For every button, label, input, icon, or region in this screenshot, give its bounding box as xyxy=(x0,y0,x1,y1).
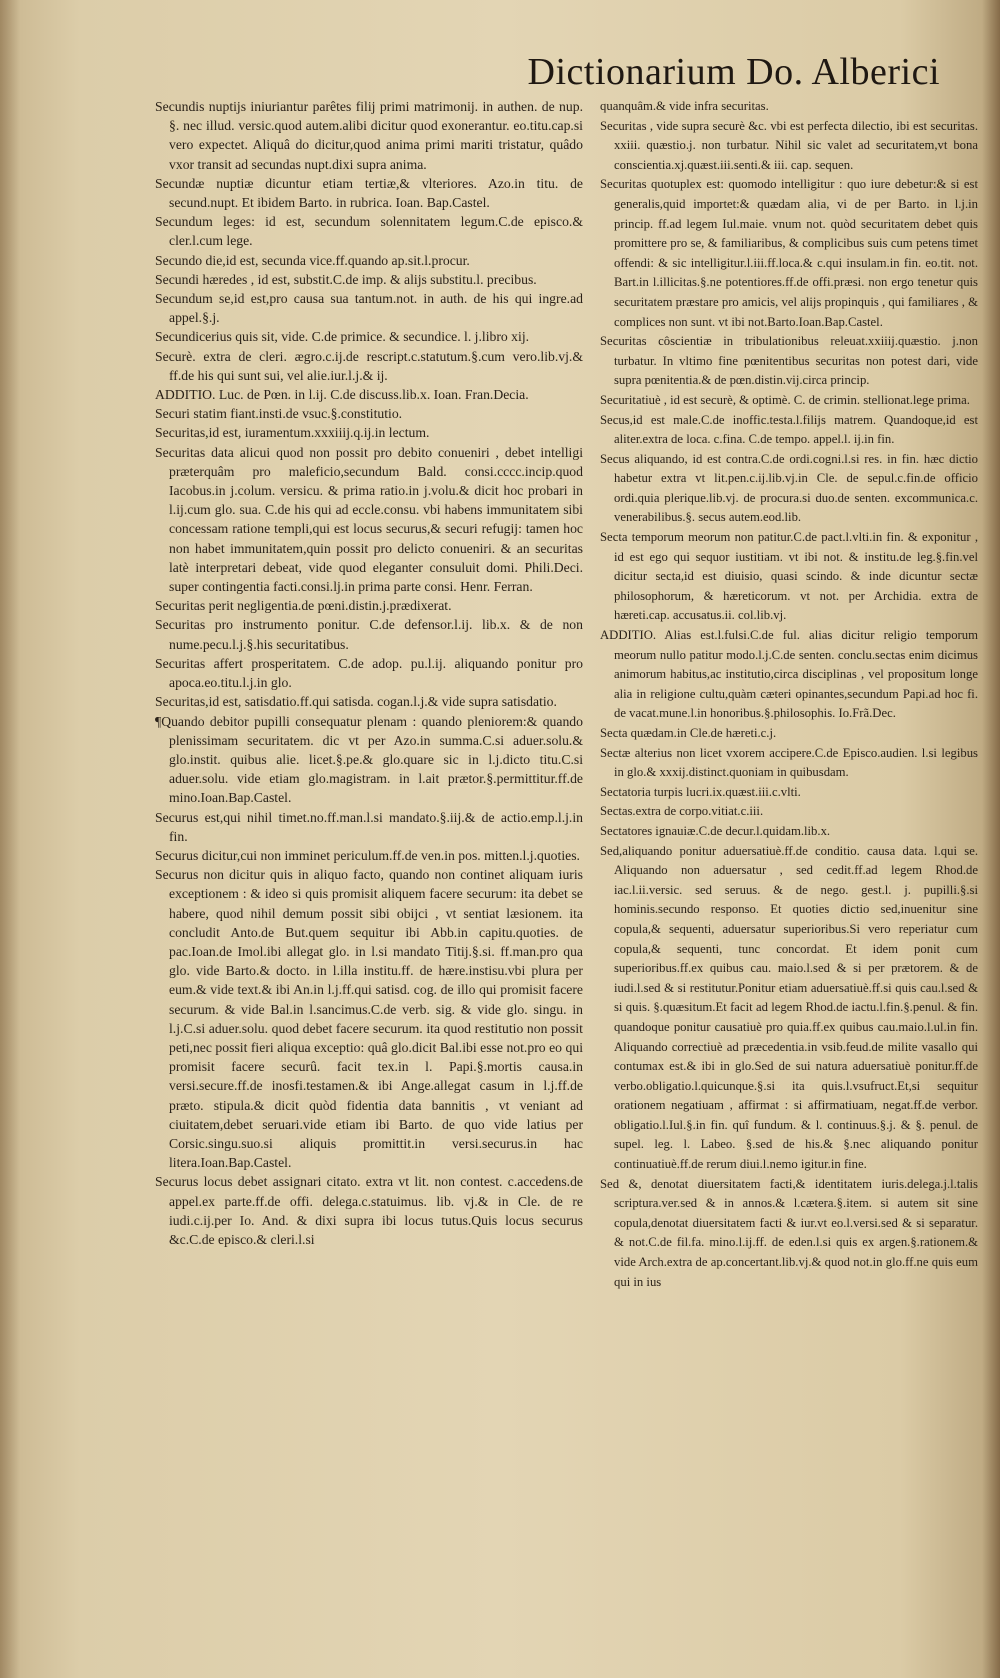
dictionary-entry: Securi statim fiant.insti.de vsuc.§.constitutio. xyxy=(155,406,403,422)
dictionary-entry: Securitas,id est, satisdatio.ff.qui satisda. cogan.l.j.& vide supra satisdatio. xyxy=(155,694,557,710)
dictionary-entry: Sectas.extra de corpo.vitiat.c.iii. xyxy=(600,804,764,819)
dictionary-entry: Securitas,id est, iuramentum.xxxiiij.q.ij.in lectum. xyxy=(155,425,430,441)
dictionary-entry: Secundi hæredes , id est, substit.C.de imp. & alijs substitu.l. precibus. xyxy=(155,271,537,287)
dictionary-entry: Securè. extra de cleri. ægro.c.ij.de rescript.c.statutum.§.cum vero.lib.vj.& ff.de his qui sunt sui, vel alie.iur.l.j.& ij. xyxy=(155,348,583,383)
page-shadow-left xyxy=(0,0,20,1678)
dictionary-entry: Securitas affert prosperitatem. C.de adop. pu.l.ij. aliquando ponitur pro apoca.eo.titu.l.j.in glo. xyxy=(155,655,583,691)
dictionary-entry: Secta quædam.in Cle.de hæreti.c.j. xyxy=(600,726,777,740)
dictionary-entry: Securitatiuè , id est securè, & optimè. C. de crimin. stellionat.lege prima. xyxy=(600,392,970,407)
dictionary-entry: Secundæ nuptiæ dicuntur etiam tertiæ,& vlteriores. Azo.in titu. de secund.nupt. Et ibidem Barto. in rubrica. Ioan. Bap.Castel. xyxy=(155,175,583,211)
dictionary-entry: quanquâm.& vide infra securitas. xyxy=(600,99,769,113)
dictionary-entry: Securitas quotuplex est: quomodo intelligitur : quo iure debetur:& si est generalis,quid importet:& quædam alia, vi de per Barto. in l.j.in princip. ff.ad legem Iul.maie. vnum not. quòd securitatem debet quis promittere pro se, & familiaribus, & complicibus suis cum petens timet offendi: & sic intelligitur.l.iii.ff.loca.& c.qui insulam.in fin. eo.tit. not. Bart.in l.illicitas.§.ne potentiores.ff.de offi.præsi. non ergo tenetur quis securitatem præstare pro amicis, vel alijs propinquis , qui familiares , & complices non sunt. vt ibi not.Barto.Ioan.Bap.Castel. xyxy=(600,177,978,329)
dictionary-entry: Sectatores ignauiæ.C.de decur.l.quidam.lib.x. xyxy=(600,823,831,838)
dictionary-entry: Securitas pro instrumento ponitur. C.de defensor.l.ij. lib.x. & de non nume.pecu.l.j.§.his securitatibus. xyxy=(155,617,583,652)
dictionary-entry: Secundicerius quis sit, vide. C.de primice. & secundice. l. j.libro xij. xyxy=(155,329,530,345)
dictionary-entry: Secundum leges: id est, secundum solennitatem legum.C.de episco.& cler.l.cum lege. xyxy=(155,214,583,249)
dictionary-entry: Securitas perit negligentia.de pœni.distin.j.prædixerat. xyxy=(155,598,452,614)
running-header: Dictionarium Do. Alberici xyxy=(527,51,940,93)
dictionary-entry: Secta temporum meorum non patitur.C.de pact.l.vlti.in fin. & exponitur , id est ego qui sequor iustitiam. vt ibi not. & institu.de leg.§.fin.vel dicitur secta,id est diuisio, quasi scindo. & inde dicuntur sectæ philosophorum, & hæreticorum. vt not. per Archidia. extra de hæreti.cap. accusatus.ii. col.lib.vj. xyxy=(600,530,978,623)
dictionary-entry: ¶Quando debitor pupilli consequatur plenam : quando pleniorem:& quando plenissimam securitatem. dic vt per Azo.in summa.C.si aduer.solu.& glo.instit. quibus alie. licet.§.pe.& glo.quare sic in l.j.dicto titu.C.si aduer.solu. vide etiam glo.magistram. in l.ait prætor.§.permittitur.ff.de mino.Ioan.Bap.Castel. xyxy=(155,713,583,806)
dictionary-entry: ADDITIO. Alias est.l.fulsi.C.de ful. alias dicitur religio temporum meorum nullo patitur modo.l.j.C.de senten. conclu.sectas enim dicimus animorum habitus,ac institutio,circa disciplinas , vel propositum longe alia in religione cultu,quàm cæteri opinantes,secundum Papi.ad hoc fi. de vacat.mune.l.in honoribus.§.philosophis. Io.Frã.Dec. xyxy=(600,628,978,721)
dictionary-entry: Secus,id est male.C.de inoffic.testa.l.filijs matrem. Quandoque,id est aliter.extra de loca. c.fina. C.de tempo. appel.l. ij.in fin. xyxy=(600,412,978,447)
right-column xyxy=(600,97,978,1292)
dictionary-entry: Securitas côscientiæ in tribulationibus releuat.xxiiij.quæstio. j.non turbatur. In vltimo fine pœnitentibus securitas non potest dari, vide supra pœnitentia.& de pœn.distin.vij.circa princip. xyxy=(600,334,978,388)
dictionary-entry: Securus dicitur,cui non imminet periculum.ff.de ven.in pos. mitten.l.j.quoties. xyxy=(155,847,580,863)
dictionary-entry: Secundo die,id est, secunda vice.ff.quando ap.sit.l.procur. xyxy=(155,252,470,268)
dictionary-entry: Secundis nuptijs iniuriantur parêtes filij primi matrimonij. in authen. de nup. §. nec illud. versic.quod autem.alibi dicitur quod exonerantur. eo.titu.cap.si vero expectet. Aliquâ do dicitur,quod anima primi mariti tristatur, quâdo vxor transit ad secundas nupt.dixi supra anima. xyxy=(155,99,583,172)
dictionary-entry: Sectatoria turpis lucri.ix.quæst.iii.c.vlti. xyxy=(600,784,801,799)
dictionary-entry: Sed &, denotat diuersitatem facti,& identitatem iuris.delega.j.l.talis scriptura.ver.sed & in annos.& l.cætera.§.item. si autem sit sine copula,denotat diuersitatem facti & iur.vt eo.l.versi.sed & si separatur. & not.C.de fil.fa. mino.l.ij.ff. de eden.l.si quis ex argen.§.rationem.& vide Arch.extra de ap.concertant.lib.vj.& quod not.in glo.ff.ne quis eum qui in ius xyxy=(600,1176,978,1289)
dictionary-entry: Securitas , vide supra securè &c. vbi est perfecta dilectio, ibi est securitas. xxiii. quæstio.j. non turbatur. Nihil sic valet ad securitatem,vt bona conscientia.xj.quæst.iii.senti.& iii. cap. sequen. xyxy=(600,118,978,172)
dictionary-entry: ADDITIO. Luc. de Pœn. in l.ij. C.de discuss.lib.x. Ioan. Fran.Decia. xyxy=(155,387,529,403)
left-column xyxy=(155,97,583,1249)
dictionary-entry: Secundum se,id est,pro causa sua tantum.not. in auth. de his qui ingre.ad appel.§.j. xyxy=(155,291,583,326)
dictionary-entry: Securus est,qui nihil timet.no.ff.man.l.si mandato.§.iij.& de actio.emp.l.j.in fin. xyxy=(155,809,583,844)
page-shadow-right xyxy=(982,0,1000,1678)
dictionary-entry: Securus locus debet assignari citato. extra vt lit. non contest. c.accedens.de appel.ex parte.ff.de offi. delega.c.statuimus. lib. vj.& in Cle. de re iudi.c.ij.per Io. And. & dixi supra ibi locus tutus.Quis locus securus &c.C.de episco.& cleri.l.si xyxy=(155,1174,583,1247)
dictionary-entry: Sectæ alterius non licet vxorem accipere.C.de Episco.audien. l.si legibus in glo.& xxxij.distinct.quoniam in quibusdam. xyxy=(600,745,978,780)
dictionary-entry: Sed,aliquando ponitur aduersatiuè.ff.de conditio. causa data. l.qui se. Aliquando non aduersatur , sed cedit.ff.ad legem Rhod.de iac.l.ii.versic. sed seruus. & de nego. gest.l. j. pupilli.§.si hominis.secundo responso. Et quoties dictio sed,inuenitur sine copula,& sequenti, aduersatur superioribus.Si vero reperiatur cum copula,& sequenti, tunc concordat. Et idem ponit cum superioribus.ff.ex quibus cau. maio.l.sed & si per prætorem. & de iudi.l.sed & si restitutur.Ponitur etiam aduersatiuè.ff.si quis cau.l.sed & si quis. §.quæsitum.Et facit ad legem Rhod.de iactu.l.fin.§.penul. & fin. quandoque ponitur causatiuè pro quia.ff.ex quibus cau.maio.l.ul.in fin. Aliquando correctiuè ad præcedentia.in vsib.feud.de milite vasallo qui contumax est.& ibi in glo.Sed de sui natura aduersatiuè ponitur.ff.de verbo.obligatio.l.quicunque.§.si ita quis.l.vsufruct.Et,si sequitur orationem negatiuam , affirmat : si affirmatiuam, negat.ff.de verbor. obligatio.l.Iul.§.in fin. quî fundum. & l. continuus.§.j. & §. penul. de supel. leg. l. Labeo. §.sed de his.& §.nec aliquando ponitur continuatiuè.ff.de rerum diui.l.nemo igitur.in fine. xyxy=(600,843,978,1172)
dictionary-entry: Securitas data alicui quod non possit pro debito conueniri , debet intelligi præterquâm pro maleficio,secundum Bald. consi.cccc.incip.quod Iacobus.in j.colum. versicu. & prima ratio.in j.volu.& dicit hoc probari in l.ij.cum glo. sua. C.de his qui ad eccle.consu. vbi habens immunitatem sibi concessam ratione templi,qui est locus securus,& securi refugij: tamen hoc non habet immunitatem,quin possit pro delicto conueniri. & an securitas latè interpretari debeat, vide quod eleganter consuluit domi. Phili.Deci. super contingentia facti.consi.lj.in prima parte consi. Henr. Ferran. xyxy=(155,444,583,595)
dictionary-entry: Secus aliquando, id est contra.C.de ordi.cogni.l.si res. in fin. hæc dictio habetur extra vt lit.pen.c.ij.lib.vj.in Cle. de sepul.c.fin.de officio ordi.quia plerique.lib.vj. de procura.si duo.de senten. excommunica.c. venerabilibus.§. secus autem.eod.lib. xyxy=(600,451,978,525)
dictionary-entry: Securus non dicitur quis in aliquo facto, quando non continet aliquam iuris exceptionem : & ideo si quis promisit aliquem facere securum: ita debet se habere, quod nihil demum possit sibi obijci , vt sentiat læsionem. ita concludit Anto.de But.quem sequitur ibi Abb.in capitu.quoties. de pac.Ioan.de Imol.ibi allegat glo. in l.si mandato Titij.§.si. ff.man.pro qua glo. vide Barto.& docto. in l.illa institu.ff. de hære.instisu.vbi plura per eum.& vide text.& ibi An.in l.j.ff.qui satisd. cog. de illo qui promisit facere securum. & vide Bal.in l.sancimus.C.de verb. sig. & vide glo. singu. in l.j.C.si aduer.solu. quod debet facere securum. ita quod restitutio non possit peti,nec possit fieri aliqua exceptio: quâ glo.dicit Bal.ibi esse not.pro eo qui promisit facere securû. facit tex.in l. Papi.§.mortis causa.in versi.secure.ff.de inosfi.testamen.& ibi Ange.allegat casum in l.j.ff.de præto. stipula.& dicit quòd fidentia data bannitis , vt veniant ad ciuitatem,debet seruari.vide etiam ibi Barto. de quo vide latius per Corsic.singu.suo.si aliquis promittit.in versi.securus.in hac litera.Ioan.Bap.Castel. xyxy=(155,867,583,1171)
